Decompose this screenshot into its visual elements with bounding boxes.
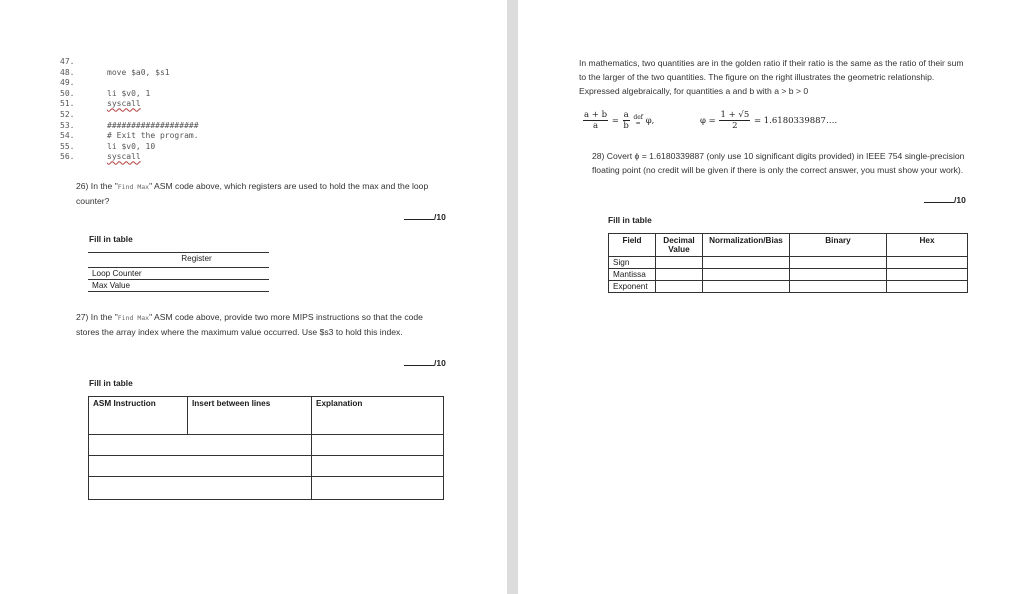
table-cell[interactable] [790,281,887,293]
table-cell[interactable] [656,257,703,269]
q27-score: /10 [404,358,446,368]
code-line: 50. li $v0, 1 [60,88,151,98]
table-cell[interactable] [656,269,703,281]
table-cell[interactable] [89,456,188,477]
insert-between-header: Insert between lines [188,397,312,435]
decimal-value-header: Decimal Value [656,234,703,257]
table-cell: Exponent [609,281,656,293]
q28-score: /10 [924,195,966,205]
table-cell[interactable] [790,269,887,281]
table-row [609,269,968,281]
table-cell[interactable] [703,281,790,293]
hex-header: Hex [887,234,968,257]
table-cell[interactable] [887,269,968,281]
table-cell[interactable] [656,281,703,293]
table-row [609,257,968,269]
code-line: 48. move $a0, $s1 [60,67,170,77]
table-cell[interactable] [312,456,444,477]
code-line: 47. [60,57,75,66]
golden-ratio-formula: $\frac{a + b}{a}$ = $\frac{a}{b}$ def = φ, [584,110,655,131]
table-cell[interactable] [89,435,188,456]
table-row [89,456,444,477]
ieee-table [608,233,968,293]
table-cell[interactable]: Max Value [88,280,269,292]
phi-formula: φ = $\frac{1 + √5}{2}$ = 1.6180339887…. [700,110,838,131]
code-line: 49. [60,78,75,88]
normalization-header: Normalization/Bias [703,234,790,257]
table-cell[interactable] [188,456,312,477]
asm-instruction-header: ASM Instruction [89,397,188,435]
table-cell[interactable] [703,269,790,281]
table-row [89,435,444,456]
fill-in-table-label: Fill in table [89,378,133,388]
right-page [518,0,1024,594]
page-gutter [507,0,518,594]
fill-in-table-label: Fill in table [608,215,652,225]
code-line: 56. syscall [60,152,141,162]
golden-ratio-intro: In mathematics, two quantities are in the golden ratio if their ratio is the same as the ratio of their sum to the larger of the two quantities. The figure on the right illustrates the geometric relationship. Expressed algebraically, for quantities a and b with a > b > 0 [579,58,964,96]
left-page [0,0,507,594]
fill-in-table-label: Fill in table [89,234,133,244]
field-header: Field [609,234,656,257]
code-line: 52. [60,109,75,119]
def-equals: def = [633,113,643,127]
table-cell[interactable] [790,257,887,269]
table-cell[interactable] [312,435,444,456]
code-line: 54. # Exit the program. [60,131,199,141]
table-cell[interactable] [887,257,968,269]
fraction: $\frac{a + b}{a}$ [584,110,608,131]
code-listing [60,57,199,163]
binary-header: Binary [790,234,887,257]
table-row [88,280,269,292]
table-cell: Sign [609,257,656,269]
table-cell[interactable] [188,477,312,500]
fraction: $\frac{1 + √5}{2}$ [720,110,750,131]
q26-score: /10 [404,212,446,222]
explanation-header: Explanation [312,397,444,435]
table-cell: Mantissa [609,269,656,281]
table-cell[interactable] [312,477,444,500]
fraction: $\frac{a}{b}$ [623,110,629,131]
table-row [88,268,269,280]
asm-table [88,396,444,500]
register-table [88,252,269,292]
table-row [609,281,968,293]
table-cell[interactable] [887,281,968,293]
code-line: 55. li $v0, 10 [60,141,156,151]
register-header: Register [88,253,269,268]
question-27: 27) In the "Find Max" ASM code above, provide two more MIPS instructions so that the code stores the array index where the maximum value occurred. Use $s3 to hold this index. [76,312,423,337]
question-26: 26) In the "Find Max" ASM code above, which registers are used to hold the max and the loop counter? [76,181,429,206]
table-cell[interactable] [188,435,312,456]
code-line: 53. ################### [60,120,199,130]
table-cell[interactable] [89,477,188,500]
question-28: 28) Covert ϕ = 1.6180339887 (only use 10 significant digits provided) in IEEE 754 single-precision floating point (no credit will be given if there is only the correct answer, you must show your work). [592,151,965,175]
table-row [89,477,444,500]
table-cell[interactable]: Loop Counter [88,268,269,280]
table-cell[interactable] [703,257,790,269]
code-line: 51. syscall [60,99,141,109]
